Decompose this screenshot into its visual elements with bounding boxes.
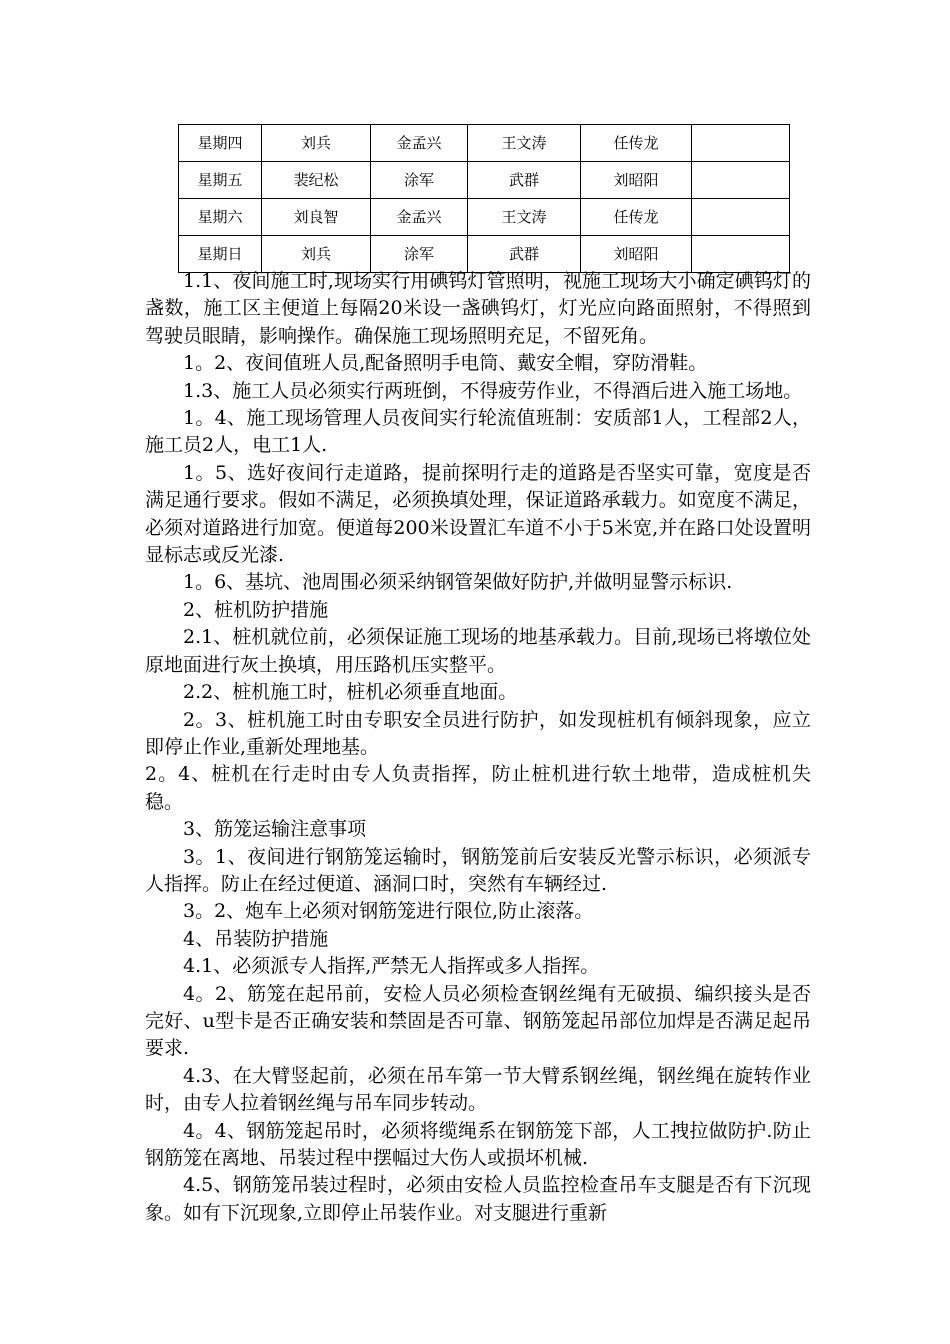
table-cell: 刘昭阳: [581, 236, 692, 273]
table-cell: [692, 162, 790, 199]
table-cell: 刘良智: [262, 199, 371, 236]
table-cell-day: 星期六: [179, 199, 262, 236]
paragraph-1-1: 1.1、夜间施工时,现场实行用碘钨灯管照明，视施工现场大小确定碘钨灯的盏数，施工区主便道上每隔20米设一盏碘钨灯，灯光应向路面照射，不得照到驾驶员眼睛，影响操作。确保施工现场照明充足，不留死角。: [145, 270, 811, 347]
paragraph-2-3: 2。3、桩机施工时由专职安全员进行防护，如发现桩机有倾斜现象，应立即停止作业,重新处理地基。: [145, 708, 811, 758]
table-cell: 王文涛: [468, 199, 581, 236]
paragraph-1-3: 1.3、施工人员必须实行两班倒，不得疲劳作业，不得酒后进入施工场地。: [183, 379, 803, 402]
table-cell-day: 星期日: [179, 236, 262, 273]
table-cell: 金孟兴: [371, 125, 468, 162]
table-row: [179, 199, 790, 236]
body-text: [145, 268, 811, 1227]
paragraph-2-2: 2.2、桩机施工时，桩机必须垂直地面。: [183, 681, 518, 704]
table-cell-day: 星期五: [179, 162, 262, 199]
table-cell: [692, 236, 790, 273]
paragraph-2-1: 2.1、桩机就位前，必须保证施工现场的地基承载力。目前,现场已将墩位处原地面进行灰土换填，用压路机压实整平。: [145, 626, 811, 676]
section-heading-3: 3、筋笼运输注意事项: [183, 818, 367, 841]
paragraph-4-2: 4。2、筋笼在起吊前，安检人员必须检查钢丝绳有无破损、编织接头是否完好、u型卡是否正确安装和禁固是否可靠、钢筋笼起吊部位加焊是否满足起吊要求.: [145, 982, 811, 1060]
table-cell: 武群: [468, 162, 581, 199]
section-heading-4: 4、吊装防护措施: [183, 927, 329, 950]
table-cell: 涂军: [371, 162, 468, 199]
table-row: [179, 162, 790, 199]
table-cell: 任传龙: [581, 199, 692, 236]
table-cell: [692, 125, 790, 162]
table-cell: 刘昭阳: [581, 162, 692, 199]
table-row: [179, 125, 790, 162]
paragraph-3-1: 3。1、夜间进行钢筋笼运输时，钢筋笼前后安装反光警示标识，必须派专人指挥。防止在经过便道、涵洞口时，突然有车辆经过.: [145, 845, 811, 895]
table-cell: 金孟兴: [371, 199, 468, 236]
table-row: [179, 236, 790, 273]
table-cell: 武群: [468, 236, 581, 273]
paragraph-4-5: 4.5、钢筋笼吊装过程时，必须由安检人员监控检查吊车支腿是否有下沉现象。如有下沉现象,立即停止吊装作业。对支腿进行重新: [145, 1174, 811, 1224]
paragraph-3-2: 3。2、炮车上必须对钢筋笼进行限位,防止滚落。: [183, 900, 594, 923]
table-cell: 刘兵: [262, 125, 371, 162]
paragraph-1-4: 1。4、施工现场管理人员夜间实行轮流值班制：安质部1人，工程部2人，施工员2人，电工1人.: [145, 407, 811, 457]
paragraph-1-6: 1。6、基坑、池周围必须采纳钢管架做好防护,并做明显警示标识.: [183, 571, 733, 594]
table-cell: [692, 199, 790, 236]
paragraph-4-4: 4。4、钢筋笼起吊时，必须将缆绳系在钢筋笼下部，人工拽拉做防护.防止钢筋笼在离地、吊装过程中摆幅过大伤人或损坏机械.: [145, 1119, 811, 1169]
duty-roster-table: [178, 124, 790, 273]
paragraph-2-4: 2。4、桩机在行走时由专人负责指挥，防止桩机进行软土地带，造成桩机失稳。: [145, 763, 811, 813]
table-cell: 任传龙: [581, 125, 692, 162]
paragraph-1-5: 1。5、选好夜间行走道路，提前探明行走的道路是否坚实可靠，宽度是否满足通行要求。假如不满足，必须换填处理，保证道路承载力。如宽度不满足，必须对道路进行加宽。便道每200米设置汇车道不小于5米宽,并在路口处设置明显标志或反光漆.: [145, 461, 811, 567]
paragraph-4-3: 4.3、在大臂竖起前，必须在吊车第一节大臂系钢丝绳，钢丝绳在旋转作业时，由专人拉着钢丝绳与吊车同步转动。: [145, 1064, 811, 1115]
table-cell: 王文涛: [468, 125, 581, 162]
table-cell-day: 星期四: [179, 125, 262, 162]
paragraph-1-2: 1。2、夜间值班人员,配备照明手电筒、戴安全帽，穿防滑鞋。: [183, 352, 708, 375]
table-cell: 涂军: [371, 236, 468, 273]
table-cell: 刘兵: [262, 236, 371, 273]
paragraph-4-1: 4.1、必须派专人指挥,严禁无人指挥或多人指挥。: [183, 955, 600, 978]
table-cell: 裴纪松: [262, 162, 371, 199]
section-heading-2: 2、桩机防护措施: [183, 598, 329, 621]
